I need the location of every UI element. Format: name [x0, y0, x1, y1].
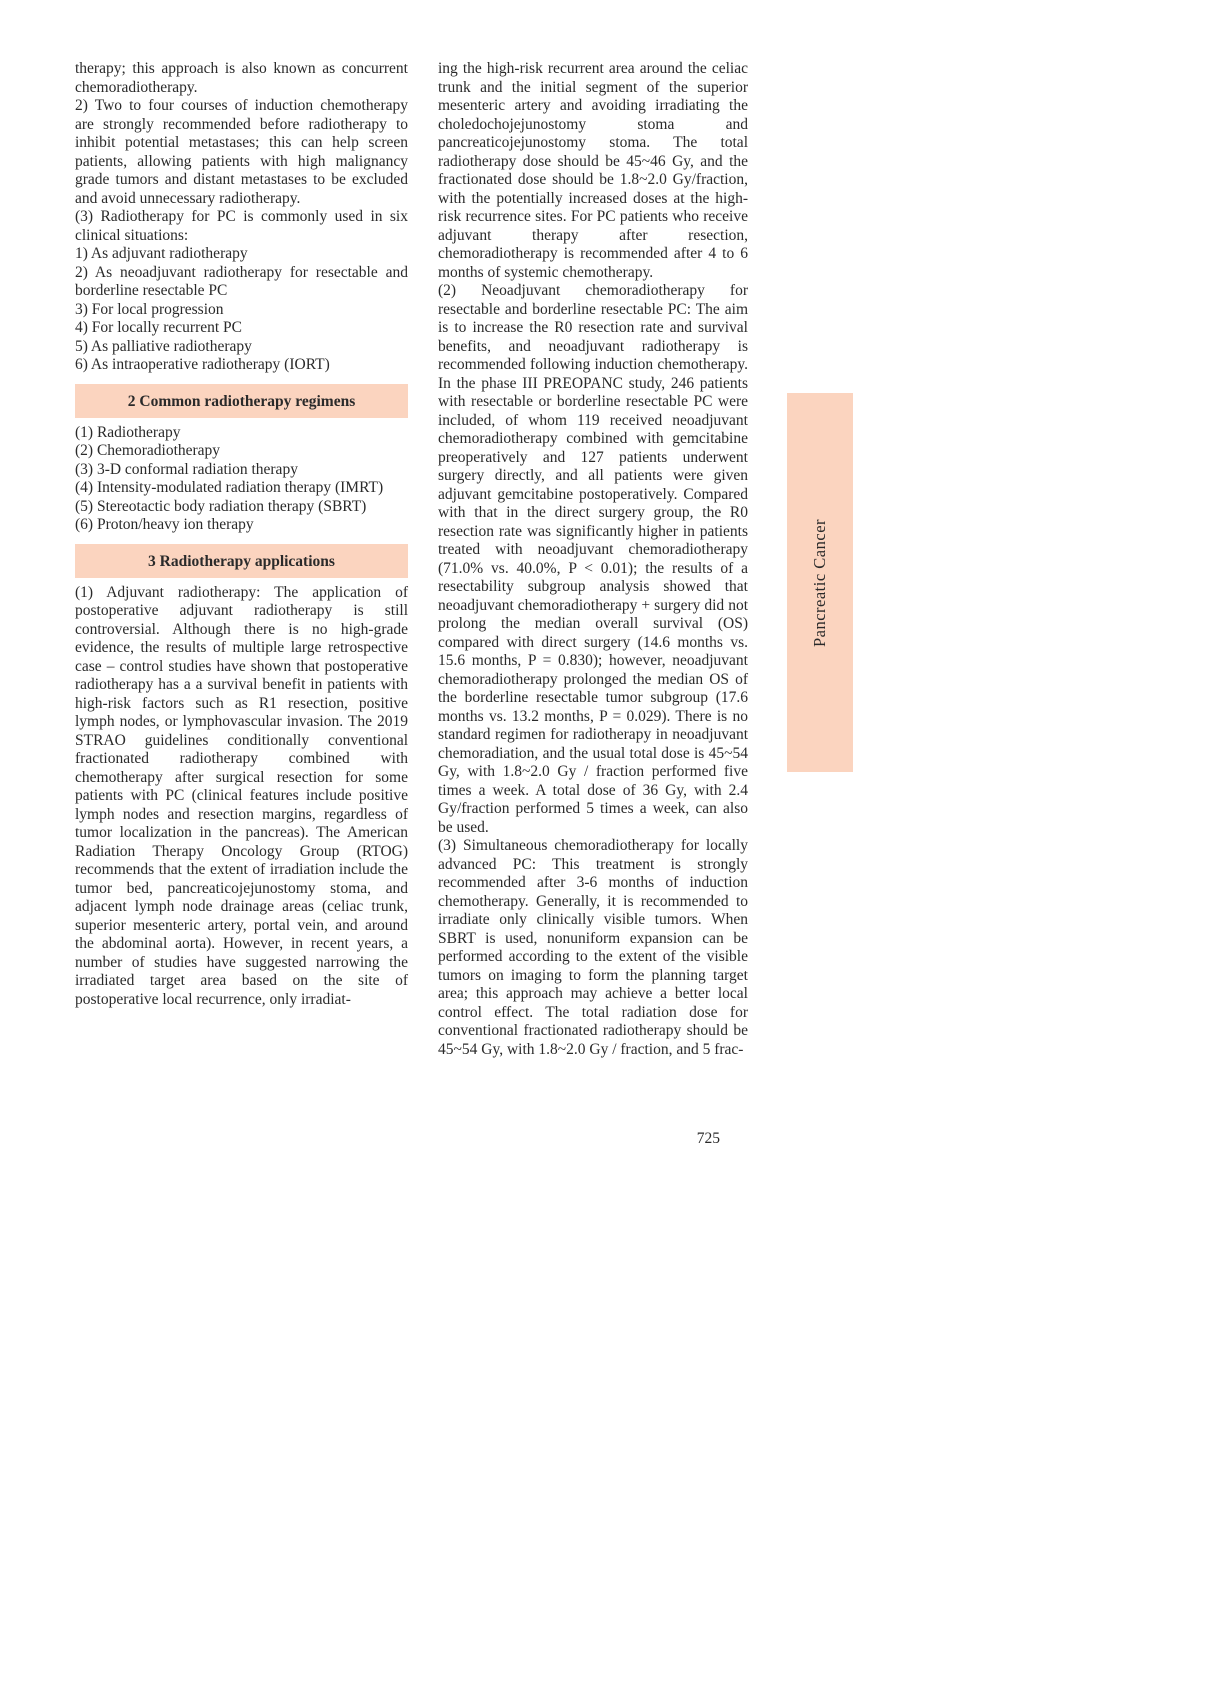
list-item: 6) As intraoperative radiotherapy (IORT): [75, 356, 330, 373]
paragraph: (1) Adjuvant radiotherapy: The application of postoperative adjuvant radiotherapy is still controversial. Although there is no high-grade evidence, the results of multiple large retrospective case – control studies have shown that postoperative radiotherapy has a a survival benefit in patients with high-risk factors such as R1 resection, positive lymph nodes, or lymphovascular invasion. The 2019 STRAO guidelines conditionally conventional fractionated radiotherapy combined with chemotherapy after surgical resection for some patients with PC (clinical features include positive lymph nodes and resection margins, regardless of tumor localization in the pancreas). The American Radiation Therapy Oncology Group (RTOG) recommends that the extent of irradiation include the tumor bed, pancreaticojejunostomy stoma, and adjacent lymph node drainage areas (celiac trunk, superior mesenteric artery, portal vein, and around the abdominal aorta). However, in recent years, a number of studies have suggested narrowing the irradiated target area based on the site of postoperative local recurrence, only irradiat-: [75, 583, 408, 1008]
list-item: (5) Stereotactic body radiation therapy (SBRT): [75, 497, 367, 515]
paragraph: (3) Radiotherapy for PC is commonly used in six clinical situations:: [75, 208, 408, 244]
list-item: (2) Chemoradiotherapy: [75, 442, 221, 459]
paragraph: therapy; this approach is also known as concurrent chemoradiotherapy.: [75, 60, 408, 96]
list-item: 2) As neoadjuvant radiotherapy for resectable and borderline resectable PC: [75, 263, 408, 299]
chapter-tab: [787, 393, 853, 772]
paragraph: ing the high-risk recurrent area around the celiac trunk and the initial segment of the superior mesenteric artery and avoiding irradiating the choledochojejunostomy stoma and pancreaticojejunostomy stoma. The total radiotherapy dose should be 45~46 Gy, and the fractionated dose should be 1.8~2.0 Gy/fraction, with the potentially increased doses at the high-risk recurrence sites. For PC patients who receive adjuvant therapy after resection, chemoradiotherapy is recommended after 4 to 6 months of systemic chemotherapy.: [438, 60, 748, 281]
chapter-tab-label: Pancreatic Cancer: [810, 518, 829, 647]
list-item: (4) Intensity-modulated radiation therapy (IMRT): [75, 479, 384, 496]
list-item: (3) 3-D conformal radiation therapy: [75, 460, 298, 478]
page-number: 725: [696, 1130, 720, 1147]
list-item: 4) For locally recurrent PC: [75, 319, 243, 336]
page-body: [75, 60, 748, 1059]
list-item: (6) Proton/heavy ion therapy: [75, 516, 254, 533]
list-item: 1) As adjuvant radiotherapy: [75, 245, 248, 262]
list-item: 3) For local progression: [75, 300, 224, 318]
section-heading-regimens: 2 Common radiotherapy regimens: [75, 384, 408, 418]
right-column: [438, 60, 748, 1059]
paragraph: 2) Two to four courses of induction chemotherapy are strongly recommended before radiotherapy to inhibit potential metastases; this can help screen patients, allowing patients with high malignancy grade tumors and distant metastases to be excluded and avoid unnecessary radiotherapy.: [75, 97, 408, 207]
paragraph: (3) Simultaneous chemoradiotherapy for locally advanced PC: This treatment is strongly recommended after 3-6 months of induction chemotherapy. Generally, it is recommended to irradiate only clinically visible tumors. When SBRT is used, nonuniform expansion can be performed according to the extent of the visible tumors on imaging to form the planning target area; this approach may achieve a better local control effect. The total radiation dose for conventional fractionated radiotherapy should be 45~54 Gy, with 1.8~2.0 Gy / fraction, and 5 frac-: [438, 837, 748, 1058]
list-item: 5) As palliative radiotherapy: [75, 337, 252, 355]
list-item: (1) Radiotherapy: [75, 423, 181, 441]
paragraph: (2) Neoadjuvant chemoradiotherapy for resectable and borderline resectable PC: The aim is to increase the R0 resection rate and survival benefits, and neoadjuvant radiotherapy is recommended following induction chemotherapy. In the phase III PREOPANC study, 246 patients with resectable or borderline resectable PC were included, of whom 119 received neoadjuvant chemoradiotherapy combined with gemcitabine preoperatively and 127 patients underwent surgery directly, and all patients were given adjuvant gemcitabine postoperatively. Compared with that in the direct surgery group, the R0 resection rate was significantly higher in patients treated with neoadjuvant chemoradiotherapy (71.0% vs. 40.0%, P < 0.01); the results of a resectability subgroup analysis showed that neoadjuvant chemoradiotherapy + surgery did not prolong the median overall survival (OS) compared with direct surgery (14.6 months vs. 15.6 months, P = 0.830); however, neoadjuvant chemoradiotherapy prolonged the median OS of the borderline resectable tumor subgroup (17.6 months vs. 13.2 months, P = 0.029). There is no standard regimen for radiotherapy in neoadjuvant chemoradiation, and the usual total dose is 45~54 Gy, with 1.8~2.0 Gy / fraction performed five times a week. A total dose of 36 Gy, with 2.4 Gy/fraction performed 5 times a week, can also be used.: [438, 282, 748, 836]
left-column: [75, 60, 408, 1059]
section-heading-applications: 3 Radiotherapy applications: [75, 544, 408, 578]
